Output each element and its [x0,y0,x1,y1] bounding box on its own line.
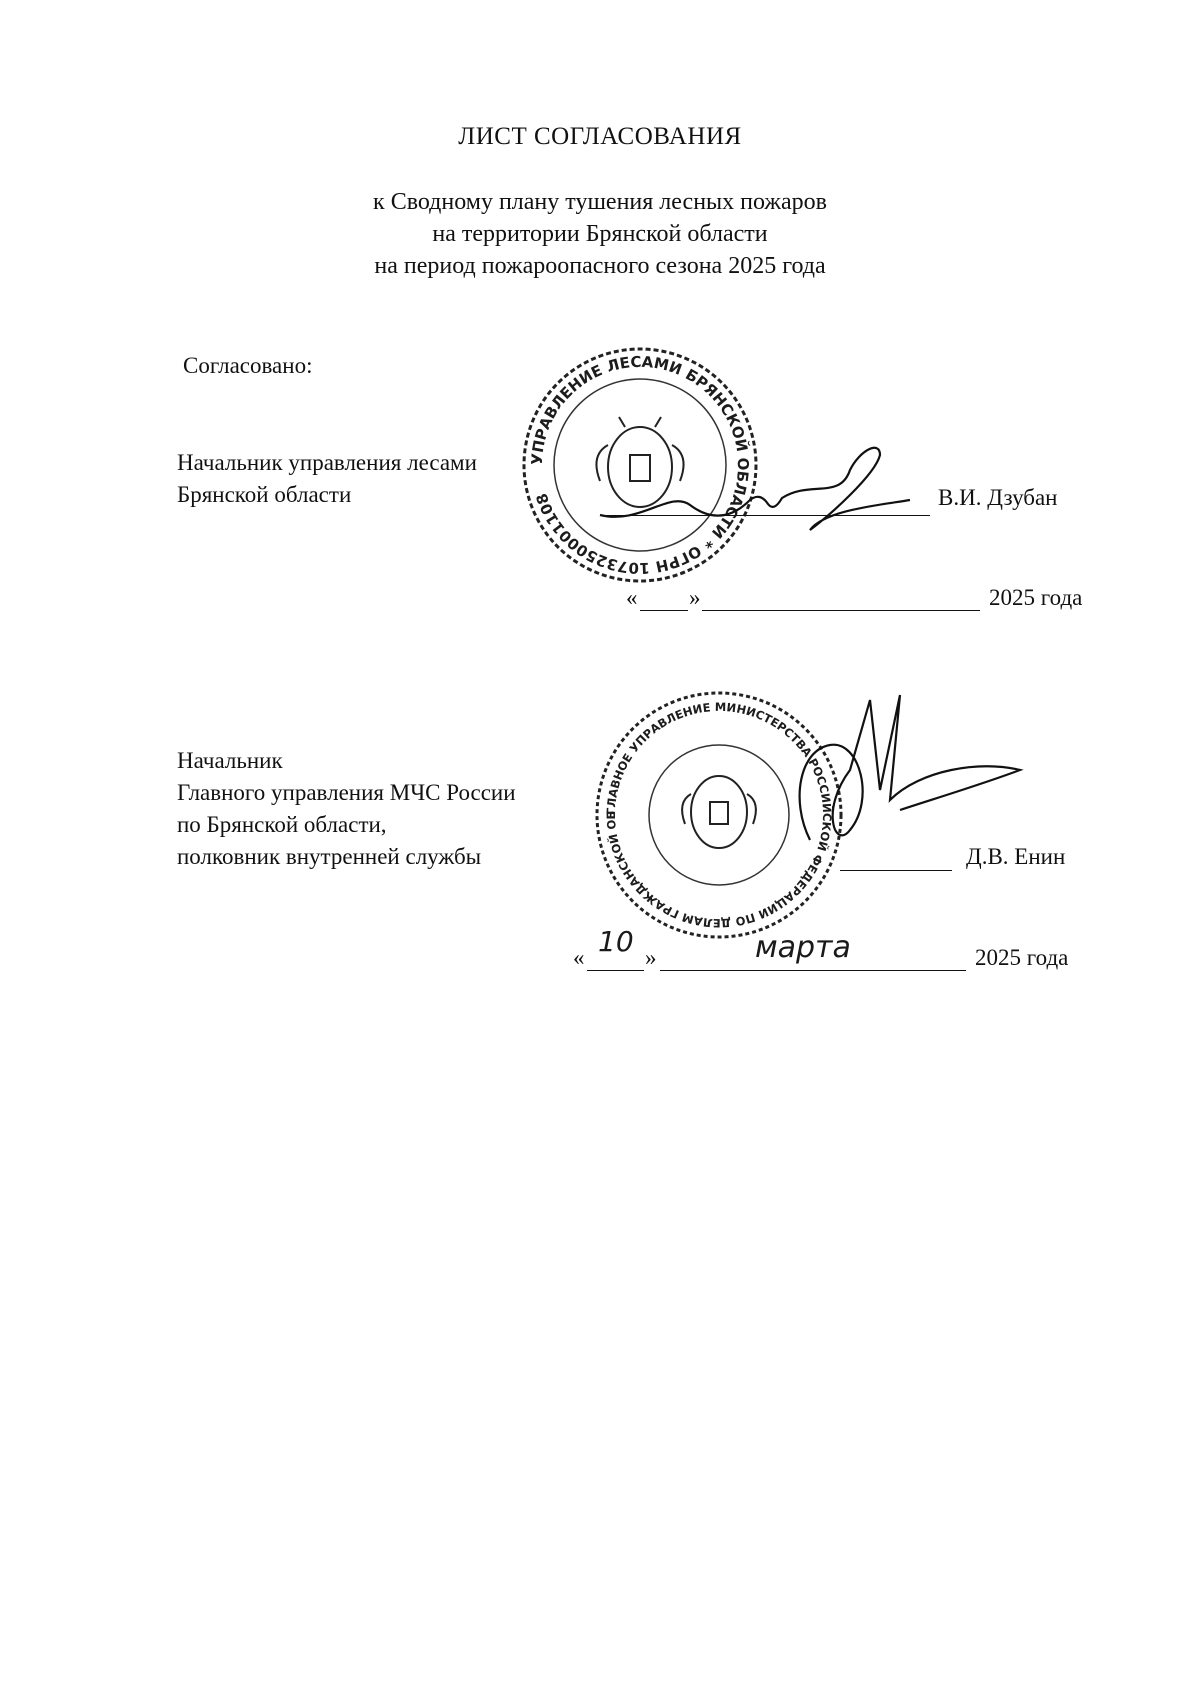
eagle-emblem-icon [682,776,756,848]
signatory-2-position-line-4: полковник внутренней службы [177,844,482,869]
signatory-1-position-line-2: Брянской области [177,482,352,507]
agreed-label: Согласовано: [183,353,313,378]
date-1-open-quote: « [626,585,638,610]
signature-1 [580,430,920,540]
signatory-2-position-line-3: по Брянской области, [177,812,387,837]
date-2-month: марта [755,930,851,965]
signatory-1-position-line-1: Начальник управления лесами [177,450,477,475]
date-2-close-quote: » [645,945,657,970]
signatory-1-name: В.И. Дзубан [938,485,1058,510]
signature-2 [780,690,1040,860]
date-2-open-quote: « [573,945,585,970]
subtitle-line-1: к Сводному плану тушения лесных пожаров [373,189,827,215]
signatory-2-position-line-2: Главного управления МЧС России [177,780,516,805]
page-title: ЛИСТ СОГЛАСОВАНИЯ [458,123,742,150]
signatory-2-position-line-1: Начальник [177,748,283,773]
date-1-year: 2025 года [989,585,1083,610]
date-2-day: 10 [598,925,634,958]
stamp-1-text: УПРАВЛЕНИЕ ЛЕСАМИ БРЯНСКОЙ ОБЛАСТИ * ОГРН 1073250001108 [527,352,753,578]
signatory-2-name: Д.В. Енин [966,844,1066,869]
subtitle-line-3: на период пожароопасного сезона 2025 года [374,253,826,279]
subtitle-line-2: на территории Брянской области [432,221,768,247]
date-2-year: 2025 года [975,945,1069,970]
date-1-close-quote: » [689,585,701,610]
stamp-2-text: ГЛАВНОЕ УПРАВЛЕНИЕ МИНИСТЕРСТВА РОССИЙСКОЙ ФЕДЕРАЦИИ ПО ДЕЛАМ ГРАЖДАНСКОЙ ОБ [603,699,835,931]
